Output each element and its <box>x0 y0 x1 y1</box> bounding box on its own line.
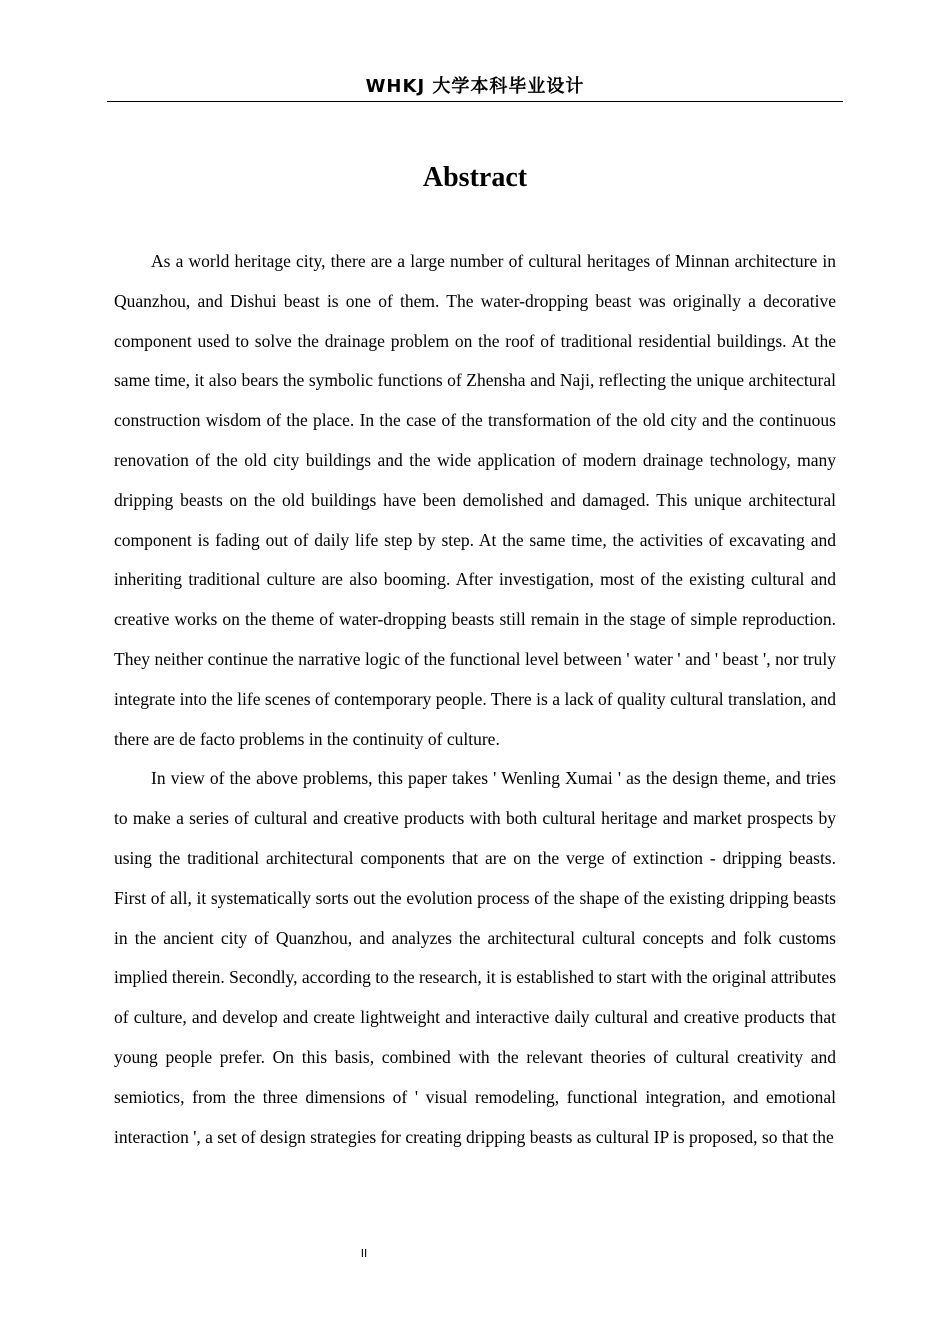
page-number: II <box>360 1247 368 1260</box>
abstract-paragraph-2: In view of the above problems, this paper takes ' Wenling Xumai ' as the design theme, and tries to make a series of cultural and creative products with both cultural heritage and market prospects by using the traditional architectural components that are on the verge of extinction - dripping beasts. First of all, it systematically sorts out the evolution process of the shape of the existing dripping beasts in the ancient city of Quanzhou, and analyzes the architectural cultural concepts and folk customs implied therein. Secondly, according to the research, it is established to start with the original attributes of culture, and develop and create lightweight and interactive daily cultural and creative products that young people prefer. On this basis, combined with the relevant theories of cultural creativity and semiotics, from the three dimensions of ' visual remodeling, functional integration, and emotional interaction ', a set of design strategies for creating dripping beasts as cultural IP is proposed, so that the <box>114 768 836 1147</box>
page-header <box>107 74 843 102</box>
abstract-paragraph-1: As a world heritage city, there are a large number of cultural heritages of Minnan architecture in Quanzhou, and Dishui beast is one of them. The water-dropping beast was originally a decorative component used to solve the drainage problem on the roof of traditional residential buildings. At the same time, it also bears the symbolic functions of Zhensha and Naji, reflecting the unique architectural construction wisdom of the place. In the case of the transformation of the old city and the continuous renovation of the old city buildings and the wide application of modern drainage technology, many dripping beasts on the old buildings have been demolished and damaged. This unique architectural component is fading out of daily life step by step. At the same time, the activities of excavating and inheriting traditional culture are also booming. After investigation, most of the existing cultural and creative works on the theme of water-dropping beasts still remain in the stage of simple reproduction. They neither continue the narrative logic of the functional level between ' water ' and ' beast ', nor truly integrate into the life scenes of contemporary people. There is a lack of quality cultural translation, and there are de facto problems in the continuity of culture. <box>114 251 836 749</box>
header-text: WHKJ 大学本科毕业设计 <box>365 76 585 97</box>
abstract-title: Abstract <box>422 162 528 193</box>
abstract-body <box>114 242 836 1238</box>
